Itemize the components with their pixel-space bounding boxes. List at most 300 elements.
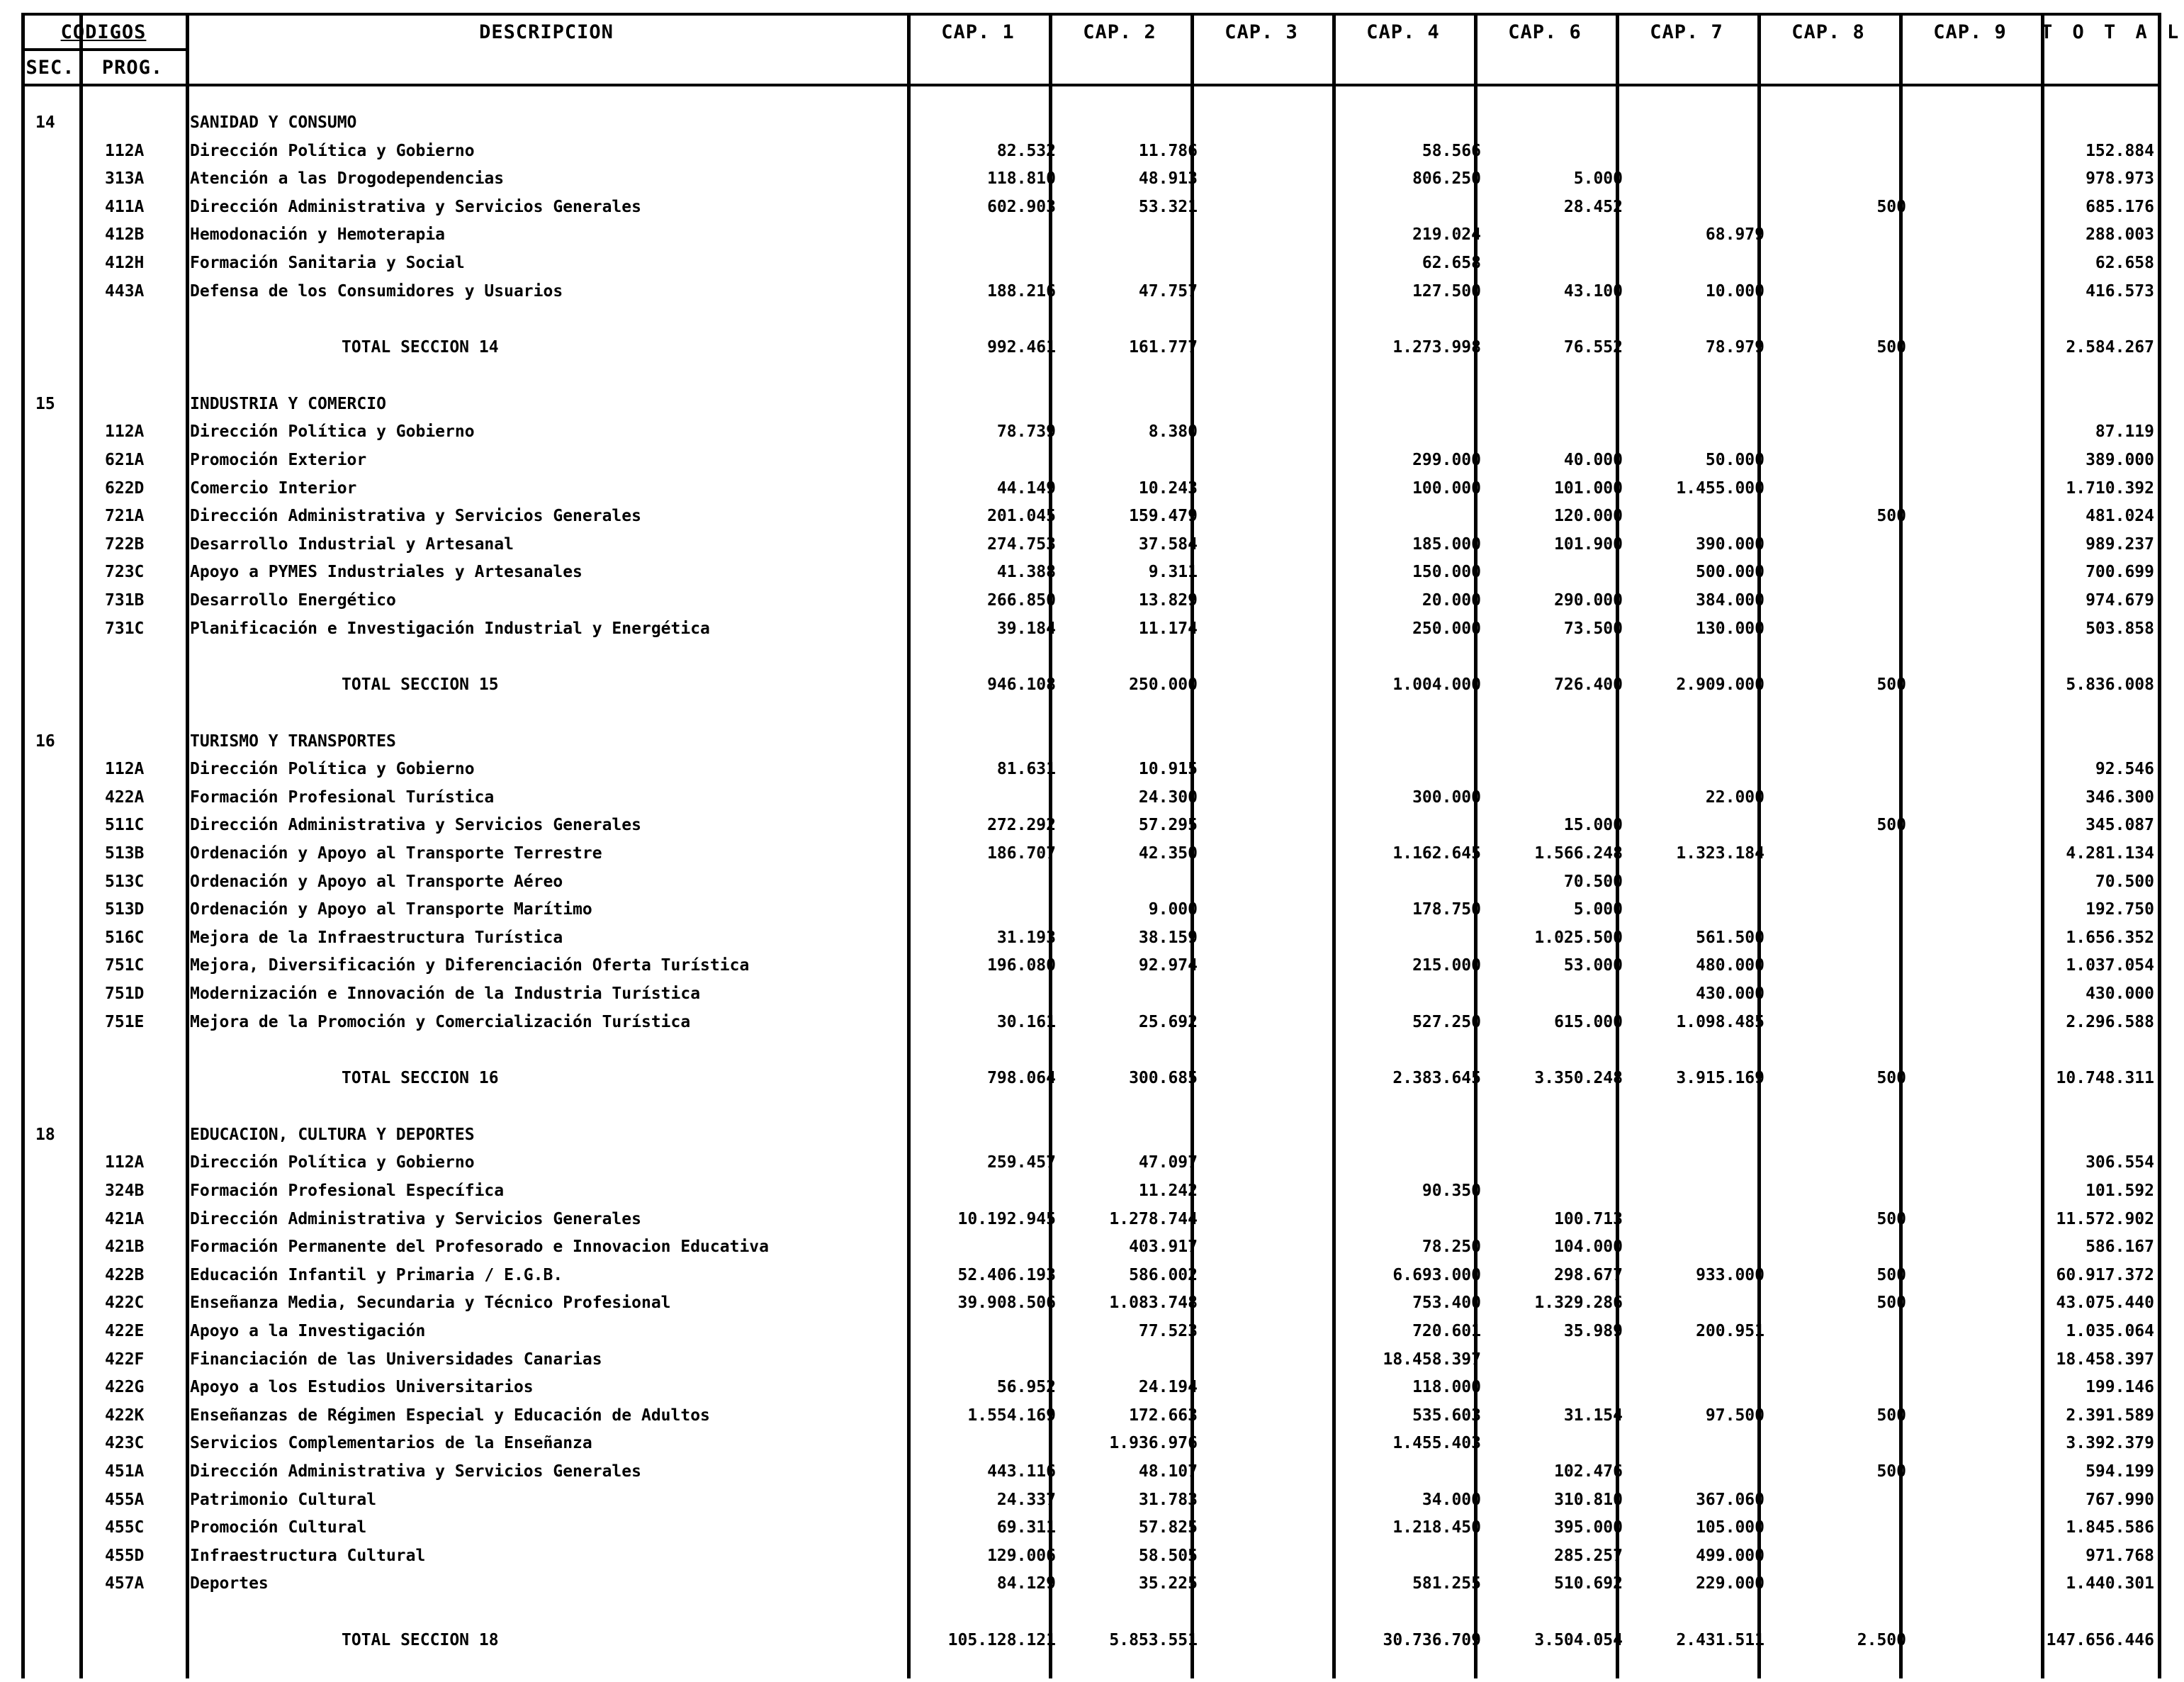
header-cap2: CAP. 2: [1083, 21, 1156, 43]
cap-4-value: 62.658: [1422, 253, 1481, 272]
cap-2-value: 172.663: [1129, 1406, 1198, 1425]
cap-4-value: 118.000: [1412, 1378, 1481, 1397]
table-row: [21, 138, 2163, 166]
total-value: 685.176: [2086, 197, 2154, 216]
cap-2-value: 11.174: [1138, 619, 1198, 638]
cap-6-value: 43.100: [1563, 281, 1623, 301]
cap-1-value: 30.161: [996, 1012, 1056, 1031]
total-value: 1.845.586: [2066, 1518, 2154, 1537]
program-description: Mejora, Diversificación y Diferenciación Oferta Turística: [190, 956, 750, 975]
program-code: 422B: [105, 1265, 145, 1284]
cap-4-value: 720.601: [1412, 1321, 1481, 1340]
spacer-row: [21, 305, 2163, 334]
total-value: 345.087: [2086, 816, 2154, 835]
spacer-row: [21, 362, 2163, 391]
cap-6-value: 101.000: [1554, 478, 1623, 498]
cap-4-value: 527.250: [1412, 1012, 1481, 1031]
cap-1-value: 274.753: [987, 534, 1056, 554]
total-value: 767.990: [2086, 1490, 2154, 1509]
cap-1-value: 24.337: [996, 1490, 1056, 1509]
program-description: Enseñanza Media, Secundaria y Técnico Profesional: [190, 1294, 671, 1313]
cap-7-value: 1.098.485: [1676, 1012, 1764, 1031]
header-cap9: CAP. 9: [1933, 21, 2007, 43]
cap-7-value: 2.909.000: [1676, 675, 1764, 695]
program-code: 621A: [105, 450, 145, 469]
program-description: Ordenación y Apoyo al Transporte Terrestre: [190, 844, 602, 863]
cap-7-value: 229.000: [1696, 1574, 1764, 1593]
cap-6-value: 31.154: [1563, 1406, 1623, 1425]
cap-4-value: 300.000: [1412, 787, 1481, 807]
cap-6-value: 76.552: [1563, 338, 1623, 357]
section-title: INDUSTRIA Y COMERCIO: [190, 394, 386, 413]
table-row: [21, 165, 2163, 194]
table-row: [21, 531, 2163, 559]
table-row: [21, 250, 2163, 278]
cap-8-value: 500: [1876, 1209, 1906, 1228]
program-code: 422K: [105, 1406, 145, 1425]
program-description: Formación Profesional Específica: [190, 1182, 505, 1200]
total-value: 989.237: [2086, 534, 2154, 554]
cap-2-value: 250.000: [1129, 675, 1198, 695]
table-row: [21, 1262, 2163, 1290]
section-code: 14: [35, 113, 55, 132]
section-code: 15: [35, 394, 55, 413]
cap-1-value: 196.080: [987, 956, 1056, 975]
cap-1-value: 272.292: [987, 816, 1056, 835]
table-row: [21, 447, 2163, 475]
table-row: [21, 278, 2163, 306]
program-code: 731C: [105, 619, 145, 638]
cap-7-value: 499.000: [1696, 1546, 1764, 1565]
cap-4-value: 100.000: [1412, 478, 1481, 498]
program-code: 313A: [105, 169, 145, 189]
cap-2-value: 159.479: [1129, 507, 1198, 526]
total-value: 10.748.311: [2056, 1069, 2154, 1088]
total-value: 700.699: [2086, 563, 2154, 582]
cap-4-value: 806.250: [1412, 169, 1481, 189]
budget-table: [21, 13, 2183, 1678]
table-row: [21, 615, 2163, 644]
total-value: 5.836.008: [2066, 675, 2154, 695]
cap-6-value: 73.500: [1563, 619, 1623, 638]
header-cap6: CAP. 6: [1508, 21, 1582, 43]
cap-1-value: 84.129: [996, 1574, 1056, 1593]
total-value: 586.167: [2086, 1238, 2154, 1257]
table-row: [21, 840, 2163, 868]
cap-2-value: 47.097: [1138, 1153, 1198, 1172]
header-cap7: CAP. 7: [1650, 21, 1723, 43]
cap-1-value: 201.045: [987, 507, 1056, 526]
program-code: 455A: [105, 1490, 145, 1509]
program-description: Dirección Administrativa y Servicios Generales: [190, 197, 641, 216]
program-code: 722B: [105, 534, 145, 554]
cap-6-value: 100.713: [1554, 1209, 1623, 1228]
cap-8-value: 500: [1876, 1406, 1906, 1425]
cap-4-value: 6.693.000: [1392, 1265, 1481, 1284]
table-row: [21, 896, 2163, 924]
table-row: [21, 924, 2163, 953]
cap-2-value: 48.913: [1138, 169, 1198, 189]
spacer-row: [21, 1036, 2163, 1065]
cap-7-value: 367.060: [1696, 1490, 1764, 1509]
program-code: 723C: [105, 563, 145, 582]
table-row: [21, 1009, 2163, 1037]
cap-4-value: 150.000: [1412, 563, 1481, 582]
program-description: Dirección Política y Gobierno: [190, 422, 475, 442]
cap-2-value: 42.350: [1138, 844, 1198, 863]
section-total-row: [21, 671, 2163, 700]
cap-2-value: 53.321: [1138, 197, 1198, 216]
cap-1-value: 52.406.193: [957, 1265, 1056, 1284]
total-value: 192.750: [2086, 900, 2154, 919]
cap-2-value: 9.000: [1148, 900, 1198, 919]
section-total-row: [21, 1065, 2163, 1093]
program-description: Dirección Política y Gobierno: [190, 1153, 475, 1172]
cap-2-value: 48.107: [1138, 1462, 1198, 1481]
cap-2-value: 8.380: [1148, 422, 1198, 442]
section-total-label: TOTAL SECCION 18: [342, 1630, 499, 1649]
program-description: Enseñanzas de Régimen Especial y Educación de Adultos: [190, 1406, 710, 1425]
section-code: 16: [35, 731, 55, 751]
section-total-label: TOTAL SECCION 15: [342, 675, 499, 695]
table-row: [21, 221, 2163, 250]
total-value: 1.710.392: [2066, 478, 2154, 498]
cap-6-value: 395.000: [1554, 1518, 1623, 1537]
cap-7-value: 1.455.000: [1676, 478, 1764, 498]
table-row: [21, 1149, 2163, 1177]
cap-4-value: 2.383.645: [1392, 1069, 1481, 1088]
cap-2-value: 161.777: [1129, 338, 1198, 357]
cap-2-value: 58.505: [1138, 1546, 1198, 1565]
program-description: Defensa de los Consumidores y Usuarios: [190, 281, 563, 301]
cap-4-value: 30.736.709: [1383, 1630, 1481, 1649]
cap-6-value: 3.504.054: [1534, 1630, 1623, 1649]
cap-6-value: 1.566.248: [1534, 844, 1623, 863]
program-description: Comercio Interior: [190, 478, 357, 498]
total-value: 2.584.267: [2066, 338, 2154, 357]
total-value: 11.572.902: [2056, 1209, 2154, 1228]
cap-4-value: 127.500: [1412, 281, 1481, 301]
cap-7-value: 1.323.184: [1676, 844, 1764, 863]
cap-7-value: 933.000: [1696, 1265, 1764, 1284]
cap-2-value: 5.853.551: [1109, 1630, 1198, 1649]
program-code: 731B: [105, 590, 145, 610]
cap-6-value: 15.000: [1563, 816, 1623, 835]
cap-4-value: 1.162.645: [1392, 844, 1481, 863]
program-code: 516C: [105, 928, 145, 947]
cap-4-value: 219.024: [1412, 225, 1481, 245]
cap-2-value: 11.242: [1138, 1182, 1198, 1200]
spacer-row: [21, 1093, 2163, 1121]
cap-4-value: 753.400: [1412, 1294, 1481, 1313]
program-description: Servicios Complementarios de la Enseñanza: [190, 1434, 592, 1453]
cap-6-value: 290.000: [1554, 590, 1623, 610]
cap-2-value: 77.523: [1138, 1321, 1198, 1340]
total-value: 2.391.589: [2066, 1406, 2154, 1425]
program-code: 411A: [105, 197, 145, 216]
table-row: [21, 418, 2163, 447]
total-value: 1.035.064: [2066, 1321, 2154, 1340]
program-code: 324B: [105, 1182, 145, 1200]
cap-6-value: 5.000: [1573, 169, 1623, 189]
cap-6-value: 3.350.248: [1534, 1069, 1623, 1088]
cap-6-value: 102.476: [1554, 1462, 1623, 1481]
cap-8-value: 500: [1876, 1462, 1906, 1481]
cap-1-value: 1.554.169: [967, 1406, 1056, 1425]
program-code: 412B: [105, 225, 145, 245]
cap-6-value: 104.000: [1554, 1238, 1623, 1257]
spacer-row: [21, 1598, 2163, 1627]
cap-2-value: 1.278.744: [1109, 1209, 1198, 1228]
cap-4-value: 1.455.403: [1392, 1434, 1481, 1453]
total-value: 2.296.588: [2066, 1012, 2154, 1031]
program-description: Planificación e Investigación Industrial y Energética: [190, 619, 710, 638]
program-description: Mejora de la Infraestructura Turística: [190, 928, 563, 947]
cap-2-value: 35.225: [1138, 1574, 1198, 1593]
program-description: Mejora de la Promoción y Comercialización Turística: [190, 1012, 691, 1031]
program-description: Apoyo a la Investigación: [190, 1321, 426, 1340]
cap-7-value: 22.000: [1705, 787, 1764, 807]
cap-1-value: 129.006: [987, 1546, 1056, 1565]
program-code: 443A: [105, 281, 145, 301]
program-description: Desarrollo Industrial y Artesanal: [190, 534, 514, 554]
cap-4-value: 1.004.000: [1392, 675, 1481, 695]
header-descripcion: DESCRIPCION: [479, 21, 614, 43]
table-row: [21, 1233, 2163, 1262]
section-header-row: [21, 391, 2163, 419]
total-value: 430.000: [2086, 985, 2154, 1004]
rule-top: [21, 13, 2161, 16]
cap-2-value: 10.243: [1138, 478, 1198, 498]
cap-4-value: 90.350: [1422, 1182, 1481, 1200]
program-code: 423C: [105, 1434, 145, 1453]
cap-8-value: 500: [1876, 1069, 1906, 1088]
total-value: 481.024: [2086, 507, 2154, 526]
cap-1-value: 946.108: [987, 675, 1056, 695]
cap-2-value: 300.685: [1129, 1069, 1198, 1088]
program-code: 751D: [105, 985, 145, 1004]
program-code: 112A: [105, 422, 145, 442]
header-cap4: CAP. 4: [1366, 21, 1440, 43]
cap-4-value: 34.000: [1422, 1490, 1481, 1509]
section-total-label: TOTAL SECCION 16: [342, 1069, 499, 1088]
section-header-row: [21, 109, 2163, 138]
program-description: Apoyo a los Estudios Universitarios: [190, 1378, 534, 1397]
program-description: Formación Permanente del Profesorado e Innovacion Educativa: [190, 1238, 769, 1257]
cap-4-value: 78.250: [1422, 1238, 1481, 1257]
cap-1-value: 10.192.945: [957, 1209, 1056, 1228]
program-code: 457A: [105, 1574, 145, 1593]
cap-4-value: 250.000: [1412, 619, 1481, 638]
total-value: 971.768: [2086, 1546, 2154, 1565]
section-total-row: [21, 1627, 2163, 1655]
total-value: 594.199: [2086, 1462, 2154, 1481]
cap-6-value: 285.257: [1554, 1546, 1623, 1565]
cap-6-value: 726.400: [1554, 675, 1623, 695]
cap-6-value: 510.692: [1554, 1574, 1623, 1593]
header-cap8: CAP. 8: [1791, 21, 1865, 43]
cap-4-value: 535.603: [1412, 1406, 1481, 1425]
cap-1-value: 81.631: [996, 760, 1056, 779]
section-title: SANIDAD Y CONSUMO: [190, 113, 357, 132]
total-value: 18.458.397: [2056, 1350, 2154, 1369]
cap-4-value: 299.000: [1412, 450, 1481, 469]
header-sec: SEC.: [26, 57, 75, 79]
cap-6-value: 120.000: [1554, 507, 1623, 526]
cap-4-value: 1.273.998: [1392, 338, 1481, 357]
cap-1-value: 82.532: [996, 141, 1056, 160]
cap-2-value: 13.829: [1138, 590, 1198, 610]
total-value: 1.440.301: [2066, 1574, 2154, 1593]
section-title: TURISMO Y TRANSPORTES: [190, 731, 396, 751]
cap-1-value: 188.216: [987, 281, 1056, 301]
cap-1-value: 602.903: [987, 197, 1056, 216]
header-cap3: CAP. 3: [1225, 21, 1298, 43]
total-value: 43.075.440: [2056, 1294, 2154, 1313]
program-code: 422A: [105, 787, 145, 807]
total-value: 974.679: [2086, 590, 2154, 610]
table-row: [21, 1346, 2163, 1374]
section-code: 18: [35, 1125, 55, 1144]
cap-1-value: 31.193: [996, 928, 1056, 947]
program-code: 112A: [105, 760, 145, 779]
cap-7-value: 561.500: [1696, 928, 1764, 947]
program-code: 511C: [105, 816, 145, 835]
total-value: 3.392.379: [2066, 1434, 2154, 1453]
table-row: [21, 559, 2163, 587]
total-value: 62.658: [2095, 253, 2154, 272]
cap-6-value: 1.025.500: [1534, 928, 1623, 947]
cap-2-value: 57.295: [1138, 816, 1198, 835]
cap-1-value: 56.952: [996, 1378, 1056, 1397]
cap-2-value: 31.783: [1138, 1490, 1198, 1509]
program-description: Dirección Administrativa y Servicios Generales: [190, 816, 641, 835]
program-code: 513B: [105, 844, 145, 863]
cap-4-value: 58.566: [1422, 141, 1481, 160]
spacer-row: [21, 700, 2163, 728]
cap-4-value: 18.458.397: [1383, 1350, 1481, 1369]
cap-4-value: 178.750: [1412, 900, 1481, 919]
cap-6-value: 53.000: [1563, 956, 1623, 975]
total-value: 389.000: [2086, 450, 2154, 469]
cap-7-value: 2.431.511: [1676, 1630, 1764, 1649]
program-description: Patrimonio Cultural: [190, 1490, 377, 1509]
total-value: 978.973: [2086, 169, 2154, 189]
cap-1-value: 78.739: [996, 422, 1056, 442]
total-value: 60.917.372: [2056, 1265, 2154, 1284]
cap-4-value: 215.000: [1412, 956, 1481, 975]
program-description: Desarrollo Energético: [190, 590, 396, 610]
cap-6-value: 298.677: [1554, 1265, 1623, 1284]
cap-1-value: 105.128.121: [947, 1630, 1056, 1649]
program-description: Hemodonación y Hemoterapia: [190, 225, 446, 245]
cap-7-value: 430.000: [1696, 985, 1764, 1004]
cap-7-value: 130.000: [1696, 619, 1764, 638]
cap-8-value: 500: [1876, 1294, 1906, 1313]
cap-1-value: 39.184: [996, 619, 1056, 638]
table-row: [21, 1570, 2163, 1598]
table-row: [21, 784, 2163, 812]
cap-8-value: 2.500: [1857, 1630, 1906, 1649]
cap-2-value: 92.974: [1138, 956, 1198, 975]
table-row: [21, 194, 2163, 222]
cap-6-value: 101.900: [1554, 534, 1623, 554]
program-code: 422E: [105, 1321, 145, 1340]
table-row: [21, 1486, 2163, 1515]
total-value: 101.592: [2086, 1182, 2154, 1200]
program-code: 422G: [105, 1378, 145, 1397]
cap-2-value: 403.917: [1129, 1238, 1198, 1257]
program-code: 721A: [105, 507, 145, 526]
total-value: 306.554: [2086, 1153, 2154, 1172]
cap-2-value: 10.915: [1138, 760, 1198, 779]
cap-6-value: 35.989: [1563, 1321, 1623, 1340]
header-codigos: CODIGOS: [60, 21, 147, 43]
program-code: 421B: [105, 1238, 145, 1257]
program-code: 112A: [105, 1153, 145, 1172]
program-description: Deportes: [190, 1574, 269, 1593]
cap-6-value: 28.452: [1563, 197, 1623, 216]
cap-7-value: 480.000: [1696, 956, 1764, 975]
cap-2-value: 24.194: [1138, 1378, 1198, 1397]
program-description: Dirección Administrativa y Servicios Generales: [190, 1209, 641, 1228]
program-code: 451A: [105, 1462, 145, 1481]
cap-1-value: 69.311: [996, 1518, 1056, 1537]
table-row: [21, 1514, 2163, 1542]
program-description: Educación Infantil y Primaria / E.G.B.: [190, 1265, 563, 1284]
cap-8-value: 500: [1876, 675, 1906, 695]
header-cap1: CAP. 1: [941, 21, 1015, 43]
total-value: 92.546: [2095, 760, 2154, 779]
cap-7-value: 68.979: [1705, 225, 1764, 245]
program-code: 112A: [105, 141, 145, 160]
program-description: Dirección Administrativa y Servicios Generales: [190, 1462, 641, 1481]
program-code: 412H: [105, 253, 145, 272]
cap-2-value: 1.936.976: [1109, 1434, 1198, 1453]
program-description: Formación Profesional Turística: [190, 787, 495, 807]
rule-header-bottom: [21, 84, 2161, 86]
cap-2-value: 9.311: [1148, 563, 1198, 582]
cap-7-value: 105.000: [1696, 1518, 1764, 1537]
cap-4-value: 20.000: [1422, 590, 1481, 610]
cap-8-value: 500: [1876, 507, 1906, 526]
program-description: Dirección Política y Gobierno: [190, 760, 475, 779]
program-description: Ordenación y Apoyo al Transporte Marítimo: [190, 900, 592, 919]
program-description: Atención a las Drogodependencias: [190, 169, 505, 189]
table-row: [21, 1318, 2163, 1346]
table-row: [21, 1542, 2163, 1571]
cap-1-value: 118.810: [987, 169, 1056, 189]
section-header-row: [21, 1121, 2163, 1150]
total-value: 416.573: [2086, 281, 2154, 301]
table-row: [21, 756, 2163, 784]
section-total-label: TOTAL SECCION 14: [342, 338, 499, 357]
cap-2-value: 24.300: [1138, 787, 1198, 807]
spacer-row: [21, 643, 2163, 671]
program-description: Dirección Política y Gobierno: [190, 141, 475, 160]
cap-6-value: 40.000: [1563, 450, 1623, 469]
program-code: 513C: [105, 872, 145, 891]
table-row: [21, 812, 2163, 840]
cap-2-value: 37.584: [1138, 534, 1198, 554]
table-row: [21, 1206, 2163, 1234]
total-value: 4.281.134: [2066, 844, 2154, 863]
cap-6-value: 1.329.286: [1534, 1294, 1623, 1313]
cap-2-value: 1.083.748: [1109, 1294, 1198, 1313]
cap-6-value: 70.500: [1563, 872, 1623, 891]
table-row: [21, 952, 2163, 980]
cap-8-value: 500: [1876, 338, 1906, 357]
